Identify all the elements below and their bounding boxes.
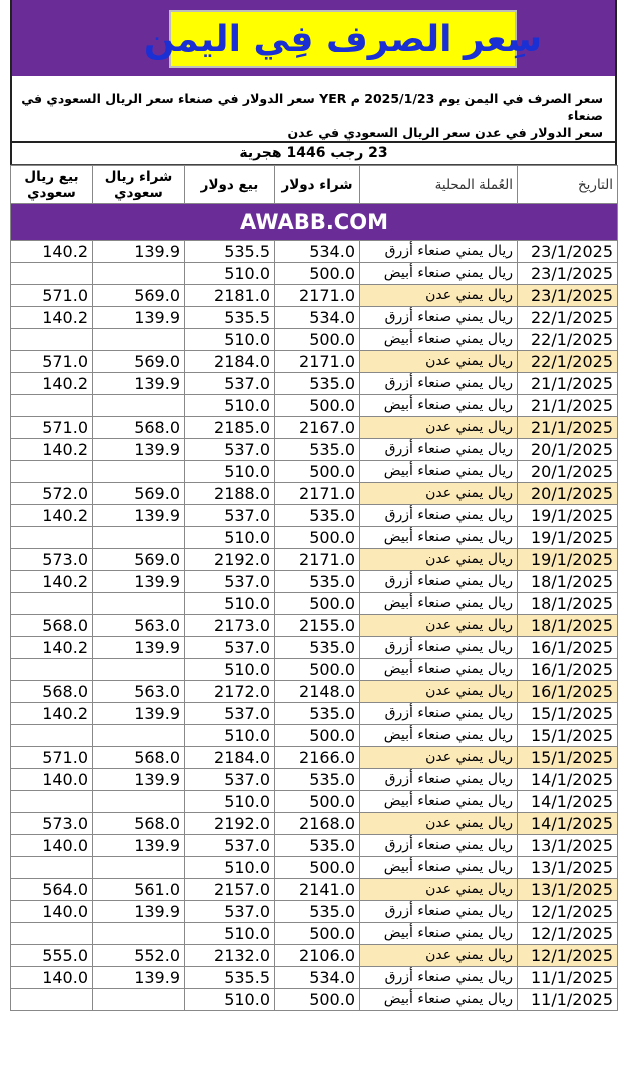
cell-currency: ريال يمني عدن bbox=[360, 681, 518, 703]
cell-sell-usd: 2181.0 bbox=[185, 285, 275, 307]
cell-sell-sar bbox=[11, 395, 93, 417]
cell-date: 20/1/2025 bbox=[518, 483, 618, 505]
cell-buy-sar bbox=[93, 725, 185, 747]
cell-buy-sar: 139.9 bbox=[93, 637, 185, 659]
cell-sell-usd: 2185.0 bbox=[185, 417, 275, 439]
cell-currency: ريال يمني صنعاء أبيض bbox=[360, 263, 518, 285]
cell-buy-sar: 569.0 bbox=[93, 351, 185, 373]
cell-sell-sar: 573.0 bbox=[11, 549, 93, 571]
cell-buy-sar: 568.0 bbox=[93, 813, 185, 835]
cell-sell-sar: 140.2 bbox=[11, 241, 93, 263]
col-buy-usd: شراء دولار bbox=[275, 166, 360, 204]
table-row bbox=[11, 681, 618, 703]
cell-sell-sar bbox=[11, 989, 93, 1011]
cell-sell-usd: 537.0 bbox=[185, 505, 275, 527]
col-currency: العُملة المحلية bbox=[360, 166, 518, 204]
cell-currency: ريال يمني عدن bbox=[360, 747, 518, 769]
cell-currency: ريال يمني صنعاء أبيض bbox=[360, 461, 518, 483]
cell-sell-usd: 510.0 bbox=[185, 395, 275, 417]
table-row bbox=[11, 725, 618, 747]
cell-sell-sar: 140.2 bbox=[11, 571, 93, 593]
cell-buy-usd: 2106.0 bbox=[275, 945, 360, 967]
cell-currency: ريال يمني صنعاء أبيض bbox=[360, 989, 518, 1011]
cell-sell-usd: 2173.0 bbox=[185, 615, 275, 637]
cell-sell-usd: 537.0 bbox=[185, 439, 275, 461]
cell-currency: ريال يمني صنعاء أبيض bbox=[360, 395, 518, 417]
cell-date: 23/1/2025 bbox=[518, 263, 618, 285]
cell-date: 14/1/2025 bbox=[518, 813, 618, 835]
table-header-row bbox=[11, 166, 618, 204]
description-text bbox=[18, 90, 603, 141]
table-row bbox=[11, 549, 618, 571]
cell-buy-usd: 500.0 bbox=[275, 725, 360, 747]
cell-currency: ريال يمني صنعاء أبيض bbox=[360, 593, 518, 615]
cell-buy-sar bbox=[93, 527, 185, 549]
cell-sell-sar: 140.2 bbox=[11, 307, 93, 329]
cell-sell-sar: 571.0 bbox=[11, 285, 93, 307]
cell-buy-usd: 535.0 bbox=[275, 901, 360, 923]
cell-buy-sar: 139.9 bbox=[93, 769, 185, 791]
cell-buy-usd: 535.0 bbox=[275, 637, 360, 659]
cell-currency: ريال يمني عدن bbox=[360, 351, 518, 373]
cell-sell-usd: 510.0 bbox=[185, 725, 275, 747]
table-row bbox=[11, 285, 618, 307]
cell-date: 16/1/2025 bbox=[518, 659, 618, 681]
cell-buy-sar: 139.9 bbox=[93, 373, 185, 395]
cell-currency: ريال يمني صنعاء أبيض bbox=[360, 791, 518, 813]
cell-sell-sar: 571.0 bbox=[11, 351, 93, 373]
table-row bbox=[11, 945, 618, 967]
cell-sell-sar bbox=[11, 923, 93, 945]
cell-buy-usd: 500.0 bbox=[275, 659, 360, 681]
cell-buy-sar: 139.9 bbox=[93, 505, 185, 527]
cell-currency: ريال يمني صنعاء أبيض bbox=[360, 527, 518, 549]
cell-buy-sar bbox=[93, 791, 185, 813]
cell-buy-sar: 569.0 bbox=[93, 285, 185, 307]
cell-buy-usd: 535.0 bbox=[275, 835, 360, 857]
cell-sell-usd: 2184.0 bbox=[185, 351, 275, 373]
table-row bbox=[11, 769, 618, 791]
cell-buy-sar: 552.0 bbox=[93, 945, 185, 967]
cell-buy-sar: 139.9 bbox=[93, 571, 185, 593]
cell-sell-sar bbox=[11, 263, 93, 285]
cell-buy-sar bbox=[93, 593, 185, 615]
cell-date: 18/1/2025 bbox=[518, 593, 618, 615]
cell-sell-usd: 537.0 bbox=[185, 373, 275, 395]
table-row bbox=[11, 307, 618, 329]
table-row bbox=[11, 659, 618, 681]
col-sell-usd: بيع دولار bbox=[185, 166, 275, 204]
table-row bbox=[11, 813, 618, 835]
cell-date: 20/1/2025 bbox=[518, 439, 618, 461]
table-row bbox=[11, 571, 618, 593]
cell-buy-usd: 2171.0 bbox=[275, 351, 360, 373]
cell-sell-usd: 510.0 bbox=[185, 659, 275, 681]
cell-buy-usd: 500.0 bbox=[275, 923, 360, 945]
cell-currency: ريال يمني عدن bbox=[360, 549, 518, 571]
cell-sell-sar: 568.0 bbox=[11, 681, 93, 703]
cell-sell-sar bbox=[11, 791, 93, 813]
cell-buy-usd: 2171.0 bbox=[275, 285, 360, 307]
cell-buy-sar: 139.9 bbox=[93, 307, 185, 329]
title-box bbox=[143, 10, 543, 68]
cell-currency: ريال يمني صنعاء أبيض bbox=[360, 725, 518, 747]
cell-currency: ريال يمني عدن bbox=[360, 417, 518, 439]
cell-currency: ريال يمني صنعاء أزرق bbox=[360, 901, 518, 923]
cell-sell-sar: 140.0 bbox=[11, 835, 93, 857]
cell-buy-usd: 500.0 bbox=[275, 593, 360, 615]
title-banner bbox=[10, 0, 617, 76]
table-row bbox=[11, 483, 618, 505]
cell-sell-usd: 510.0 bbox=[185, 461, 275, 483]
cell-buy-sar: 139.9 bbox=[93, 835, 185, 857]
cell-buy-sar bbox=[93, 395, 185, 417]
table-row bbox=[11, 593, 618, 615]
cell-sell-sar bbox=[11, 527, 93, 549]
cell-currency: ريال يمني صنعاء أزرق bbox=[360, 571, 518, 593]
cell-buy-sar bbox=[93, 461, 185, 483]
brand-row bbox=[11, 204, 618, 241]
cell-buy-sar: 561.0 bbox=[93, 879, 185, 901]
cell-sell-usd: 510.0 bbox=[185, 989, 275, 1011]
cell-date: 13/1/2025 bbox=[518, 879, 618, 901]
cell-sell-sar bbox=[11, 857, 93, 879]
cell-sell-sar: 140.0 bbox=[11, 967, 93, 989]
cell-currency: ريال يمني عدن bbox=[360, 615, 518, 637]
table-row bbox=[11, 703, 618, 725]
cell-currency: ريال يمني صنعاء أزرق bbox=[360, 769, 518, 791]
cell-date: 22/1/2025 bbox=[518, 307, 618, 329]
cell-currency: ريال يمني صنعاء أزرق bbox=[360, 835, 518, 857]
cell-buy-sar: 568.0 bbox=[93, 747, 185, 769]
cell-buy-usd: 500.0 bbox=[275, 395, 360, 417]
table-row bbox=[11, 263, 618, 285]
table-row bbox=[11, 461, 618, 483]
cell-sell-sar bbox=[11, 725, 93, 747]
cell-currency: ريال يمني صنعاء أبيض bbox=[360, 329, 518, 351]
cell-date: 20/1/2025 bbox=[518, 461, 618, 483]
table-row bbox=[11, 835, 618, 857]
cell-date: 19/1/2025 bbox=[518, 505, 618, 527]
cell-currency: ريال يمني صنعاء أبيض bbox=[360, 923, 518, 945]
cell-sell-sar: 140.0 bbox=[11, 769, 93, 791]
cell-sell-sar bbox=[11, 659, 93, 681]
brand-label: AWABB.COM bbox=[11, 204, 618, 241]
cell-sell-usd: 537.0 bbox=[185, 571, 275, 593]
cell-currency: ريال يمني عدن bbox=[360, 945, 518, 967]
cell-buy-sar bbox=[93, 923, 185, 945]
cell-buy-usd: 535.0 bbox=[275, 439, 360, 461]
cell-currency: ريال يمني صنعاء أزرق bbox=[360, 505, 518, 527]
cell-sell-usd: 537.0 bbox=[185, 901, 275, 923]
table-row bbox=[11, 923, 618, 945]
cell-sell-sar: 572.0 bbox=[11, 483, 93, 505]
cell-buy-usd: 535.0 bbox=[275, 769, 360, 791]
rates-table bbox=[10, 165, 618, 1011]
cell-sell-usd: 510.0 bbox=[185, 527, 275, 549]
description-box bbox=[10, 76, 617, 143]
col-buy-sar: شراء ريال سعودي bbox=[93, 166, 185, 204]
table-row bbox=[11, 527, 618, 549]
cell-buy-usd: 2155.0 bbox=[275, 615, 360, 637]
cell-date: 18/1/2025 bbox=[518, 571, 618, 593]
cell-buy-usd: 534.0 bbox=[275, 241, 360, 263]
cell-sell-usd: 535.5 bbox=[185, 307, 275, 329]
table-row bbox=[11, 395, 618, 417]
cell-date: 12/1/2025 bbox=[518, 923, 618, 945]
cell-currency: ريال يمني صنعاء أزرق bbox=[360, 307, 518, 329]
cell-currency: ريال يمني عدن bbox=[360, 813, 518, 835]
cell-buy-usd: 500.0 bbox=[275, 527, 360, 549]
cell-date: 12/1/2025 bbox=[518, 901, 618, 923]
cell-sell-usd: 510.0 bbox=[185, 329, 275, 351]
cell-date: 11/1/2025 bbox=[518, 967, 618, 989]
cell-currency: ريال يمني عدن bbox=[360, 285, 518, 307]
cell-currency: ريال يمني صنعاء أزرق bbox=[360, 241, 518, 263]
cell-date: 18/1/2025 bbox=[518, 615, 618, 637]
cell-buy-usd: 500.0 bbox=[275, 263, 360, 285]
cell-buy-sar bbox=[93, 263, 185, 285]
cell-date: 15/1/2025 bbox=[518, 703, 618, 725]
cell-date: 22/1/2025 bbox=[518, 351, 618, 373]
cell-sell-usd: 537.0 bbox=[185, 835, 275, 857]
cell-sell-usd: 510.0 bbox=[185, 263, 275, 285]
cell-currency: ريال يمني صنعاء أبيض bbox=[360, 659, 518, 681]
cell-date: 15/1/2025 bbox=[518, 725, 618, 747]
table-row bbox=[11, 241, 618, 263]
cell-currency: ريال يمني صنعاء أزرق bbox=[360, 967, 518, 989]
cell-sell-sar: 573.0 bbox=[11, 813, 93, 835]
cell-buy-usd: 2141.0 bbox=[275, 879, 360, 901]
table-row bbox=[11, 879, 618, 901]
cell-sell-usd: 2172.0 bbox=[185, 681, 275, 703]
cell-date: 12/1/2025 bbox=[518, 945, 618, 967]
description-line-2: سعر الدولار في عدن سعر الريال السعودي في عدن bbox=[287, 125, 603, 140]
cell-buy-sar bbox=[93, 329, 185, 351]
table-row bbox=[11, 967, 618, 989]
cell-sell-sar: 571.0 bbox=[11, 417, 93, 439]
cell-date: 19/1/2025 bbox=[518, 527, 618, 549]
cell-sell-usd: 510.0 bbox=[185, 857, 275, 879]
cell-sell-usd: 537.0 bbox=[185, 703, 275, 725]
cell-sell-sar: 140.0 bbox=[11, 901, 93, 923]
table-row bbox=[11, 747, 618, 769]
cell-date: 21/1/2025 bbox=[518, 417, 618, 439]
cell-sell-sar: 568.0 bbox=[11, 615, 93, 637]
cell-date: 16/1/2025 bbox=[518, 637, 618, 659]
cell-buy-usd: 500.0 bbox=[275, 329, 360, 351]
cell-sell-usd: 2184.0 bbox=[185, 747, 275, 769]
cell-buy-sar: 568.0 bbox=[93, 417, 185, 439]
cell-sell-usd: 2157.0 bbox=[185, 879, 275, 901]
cell-date: 14/1/2025 bbox=[518, 769, 618, 791]
table-row bbox=[11, 989, 618, 1011]
cell-sell-usd: 2132.0 bbox=[185, 945, 275, 967]
cell-buy-usd: 500.0 bbox=[275, 791, 360, 813]
cell-buy-sar: 139.9 bbox=[93, 439, 185, 461]
cell-date: 23/1/2025 bbox=[518, 285, 618, 307]
cell-buy-usd: 535.0 bbox=[275, 505, 360, 527]
cell-buy-usd: 535.0 bbox=[275, 703, 360, 725]
cell-buy-usd: 534.0 bbox=[275, 967, 360, 989]
hijri-date: 23 رجب 1446 هجرية bbox=[10, 143, 617, 165]
cell-currency: ريال يمني صنعاء أبيض bbox=[360, 857, 518, 879]
cell-sell-usd: 535.5 bbox=[185, 241, 275, 263]
cell-currency: ريال يمني صنعاء أزرق bbox=[360, 439, 518, 461]
cell-buy-sar: 563.0 bbox=[93, 615, 185, 637]
cell-currency: ريال يمني عدن bbox=[360, 879, 518, 901]
cell-sell-usd: 510.0 bbox=[185, 593, 275, 615]
cell-sell-usd: 535.5 bbox=[185, 967, 275, 989]
table-row bbox=[11, 373, 618, 395]
cell-date: 16/1/2025 bbox=[518, 681, 618, 703]
cell-date: 22/1/2025 bbox=[518, 329, 618, 351]
cell-buy-sar: 569.0 bbox=[93, 483, 185, 505]
cell-sell-usd: 2188.0 bbox=[185, 483, 275, 505]
cell-sell-usd: 510.0 bbox=[185, 923, 275, 945]
cell-currency: ريال يمني صنعاء أزرق bbox=[360, 373, 518, 395]
cell-sell-sar: 140.2 bbox=[11, 637, 93, 659]
table-row bbox=[11, 329, 618, 351]
cell-buy-usd: 500.0 bbox=[275, 989, 360, 1011]
cell-date: 14/1/2025 bbox=[518, 791, 618, 813]
cell-date: 13/1/2025 bbox=[518, 857, 618, 879]
cell-sell-sar bbox=[11, 329, 93, 351]
cell-buy-usd: 500.0 bbox=[275, 857, 360, 879]
cell-date: 13/1/2025 bbox=[518, 835, 618, 857]
table-row bbox=[11, 615, 618, 637]
cell-sell-sar: 555.0 bbox=[11, 945, 93, 967]
cell-sell-sar: 140.2 bbox=[11, 703, 93, 725]
cell-date: 15/1/2025 bbox=[518, 747, 618, 769]
cell-buy-usd: 2166.0 bbox=[275, 747, 360, 769]
cell-buy-usd: 500.0 bbox=[275, 461, 360, 483]
cell-buy-usd: 2167.0 bbox=[275, 417, 360, 439]
cell-sell-sar: 140.2 bbox=[11, 439, 93, 461]
cell-buy-usd: 2171.0 bbox=[275, 483, 360, 505]
cell-currency: ريال يمني صنعاء أزرق bbox=[360, 637, 518, 659]
cell-date: 23/1/2025 bbox=[518, 241, 618, 263]
cell-sell-sar: 571.0 bbox=[11, 747, 93, 769]
cell-buy-sar: 563.0 bbox=[93, 681, 185, 703]
table-row bbox=[11, 791, 618, 813]
table-row bbox=[11, 857, 618, 879]
table-row bbox=[11, 505, 618, 527]
table-row bbox=[11, 417, 618, 439]
cell-sell-sar: 564.0 bbox=[11, 879, 93, 901]
cell-buy-usd: 534.0 bbox=[275, 307, 360, 329]
cell-buy-usd: 535.0 bbox=[275, 571, 360, 593]
description-line-1: سعر الصرف في اليمن يوم 2025/1/23 م YER سعر الدولار في صنعاء سعر الريال السعودي في صنعاء bbox=[21, 91, 603, 123]
cell-sell-sar: 140.2 bbox=[11, 505, 93, 527]
cell-sell-usd: 510.0 bbox=[185, 791, 275, 813]
cell-currency: ريال يمني عدن bbox=[360, 483, 518, 505]
cell-sell-usd: 2192.0 bbox=[185, 549, 275, 571]
cell-sell-sar bbox=[11, 461, 93, 483]
cell-buy-sar: 569.0 bbox=[93, 549, 185, 571]
table-row bbox=[11, 439, 618, 461]
table-row bbox=[11, 901, 618, 923]
cell-date: 21/1/2025 bbox=[518, 395, 618, 417]
table-row bbox=[11, 351, 618, 373]
cell-sell-sar: 140.2 bbox=[11, 373, 93, 395]
cell-buy-usd: 2168.0 bbox=[275, 813, 360, 835]
cell-sell-usd: 2192.0 bbox=[185, 813, 275, 835]
cell-buy-sar: 139.9 bbox=[93, 967, 185, 989]
cell-buy-sar bbox=[93, 659, 185, 681]
table-row bbox=[11, 637, 618, 659]
cell-buy-sar bbox=[93, 989, 185, 1011]
cell-date: 21/1/2025 bbox=[518, 373, 618, 395]
cell-date: 19/1/2025 bbox=[518, 549, 618, 571]
page-title: سِعر الصرف فِي اليمن bbox=[143, 18, 543, 60]
cell-sell-sar bbox=[11, 593, 93, 615]
cell-buy-usd: 2171.0 bbox=[275, 549, 360, 571]
col-sell-sar: بيع ريال سعودي bbox=[11, 166, 93, 204]
cell-sell-usd: 537.0 bbox=[185, 769, 275, 791]
cell-buy-sar: 139.9 bbox=[93, 901, 185, 923]
cell-buy-usd: 535.0 bbox=[275, 373, 360, 395]
cell-date: 11/1/2025 bbox=[518, 989, 618, 1011]
cell-buy-usd: 2148.0 bbox=[275, 681, 360, 703]
cell-sell-usd: 537.0 bbox=[185, 637, 275, 659]
cell-buy-sar bbox=[93, 857, 185, 879]
col-date: التاريخ bbox=[518, 166, 618, 204]
cell-buy-sar: 139.9 bbox=[93, 241, 185, 263]
cell-buy-sar: 139.9 bbox=[93, 703, 185, 725]
cell-currency: ريال يمني صنعاء أزرق bbox=[360, 703, 518, 725]
